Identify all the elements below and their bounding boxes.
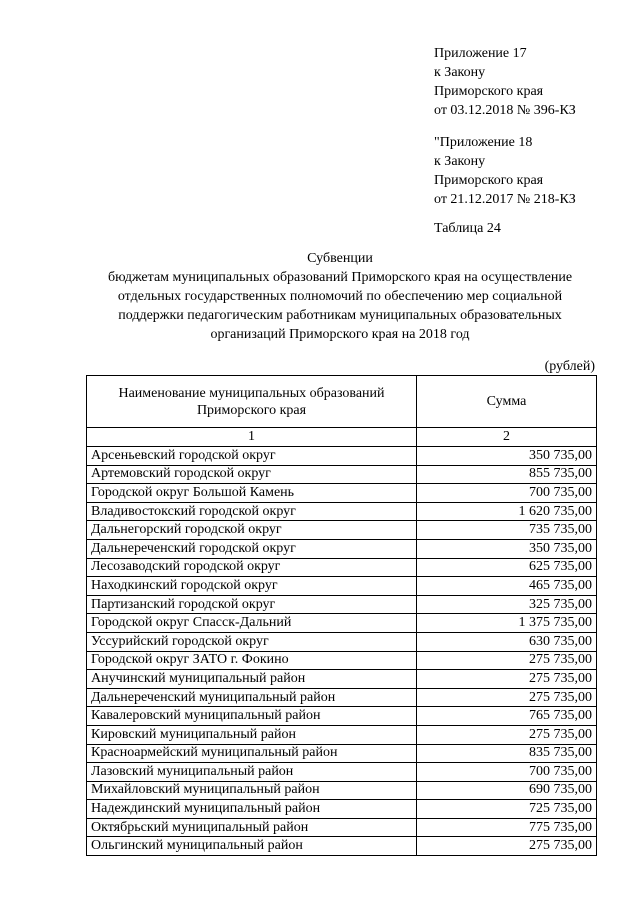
municipality-name: Артемовский городской округ (87, 465, 417, 484)
municipality-name: Кировский муниципальный район (87, 725, 417, 744)
amount-value: 275 735,00 (417, 670, 597, 689)
amount-value: 835 735,00 (417, 744, 597, 763)
table-row (87, 781, 597, 800)
table-row (87, 502, 597, 521)
amount-value: 1 375 735,00 (417, 614, 597, 633)
amount-value: 700 735,00 (417, 763, 597, 782)
municipality-name: Уссурийский городской округ (87, 632, 417, 651)
table-row (87, 725, 597, 744)
municipality-name: Лазовский муниципальный район (87, 763, 417, 782)
table-row (87, 632, 597, 651)
amount-value: 725 735,00 (417, 800, 597, 819)
table-number: Таблица 24 (434, 221, 501, 236)
ref-line: Приложение 17 (434, 46, 527, 61)
amount-value: 630 735,00 (417, 632, 597, 651)
table-row (87, 521, 597, 540)
ref-line: "Приложение 18 (434, 135, 533, 150)
title-line: поддержки педагогическим работникам муниципальных образовательных (118, 308, 562, 323)
municipality-name: Партизанский городской округ (87, 595, 417, 614)
table-row (87, 595, 597, 614)
table-row (87, 744, 597, 763)
municipality-name: Надеждинский муниципальный район (87, 800, 417, 819)
ref-line: Приморского края (434, 173, 544, 188)
municipality-name: Михайловский муниципальный район (87, 781, 417, 800)
column-number-row (87, 428, 597, 447)
table-row (87, 763, 597, 782)
table-row (87, 447, 597, 466)
table-row (87, 651, 597, 670)
units-label: (рублей) (544, 359, 595, 374)
ref-line: Приморского края (434, 84, 544, 99)
table-row (87, 837, 597, 856)
amount-value: 690 735,00 (417, 781, 597, 800)
table-row (87, 688, 597, 707)
column-number: 1 (87, 428, 417, 447)
table-row (87, 800, 597, 819)
amount-value: 275 735,00 (417, 651, 597, 670)
amount-value: 735 735,00 (417, 521, 597, 540)
municipality-name: Дальнереченский городской округ (87, 539, 417, 558)
municipality-name: Городской округ Спасск-Дальний (87, 614, 417, 633)
table-row (87, 484, 597, 503)
amount-value: 765 735,00 (417, 707, 597, 726)
ref-line: от 03.12.2018 № 396-КЗ (434, 103, 576, 118)
municipality-name: Арсеньевский городской округ (87, 447, 417, 466)
subsidies-table (86, 375, 597, 856)
amount-value: 325 735,00 (417, 595, 597, 614)
document-title (60, 249, 620, 344)
ref-line: к Закону (434, 65, 486, 80)
municipality-name: Лесозаводский городской округ (87, 558, 417, 577)
municipality-name: Владивостокский городской округ (87, 502, 417, 521)
header-amount: Сумма (417, 376, 597, 428)
amount-value: 275 735,00 (417, 688, 597, 707)
municipality-name: Дальнереченский муниципальный район (87, 688, 417, 707)
ref-line: от 21.12.2017 № 218-КЗ (434, 192, 576, 207)
amount-value: 775 735,00 (417, 818, 597, 837)
table-row (87, 614, 597, 633)
municipality-name: Дальнегорский городской округ (87, 521, 417, 540)
table-row (87, 818, 597, 837)
amount-value: 275 735,00 (417, 725, 597, 744)
table-row (87, 539, 597, 558)
column-number: 2 (417, 428, 597, 447)
municipality-name: Находкинский городской округ (87, 577, 417, 596)
municipality-name: Октябрьский муниципальный район (87, 818, 417, 837)
amount-value: 855 735,00 (417, 465, 597, 484)
table-body (87, 447, 597, 856)
municipality-name: Городской округ ЗАТО г. Фокино (87, 651, 417, 670)
table-row (87, 558, 597, 577)
header-municipality: Наименование муниципальных образований Приморского края (87, 376, 417, 428)
appendix-17-reference (434, 44, 576, 120)
municipality-name: Ольгинский муниципальный район (87, 837, 417, 856)
amount-value: 700 735,00 (417, 484, 597, 503)
title-line: бюджетам муниципальных образований Приморского края на осуществление (107, 270, 573, 285)
amount-value: 1 620 735,00 (417, 502, 597, 521)
municipality-name: Анучинский муниципальный район (87, 670, 417, 689)
amount-value: 350 735,00 (417, 447, 597, 466)
title-line: организаций Приморского края на 2018 год (210, 327, 470, 342)
amount-value: 275 735,00 (417, 837, 597, 856)
title-line: Субвенции (307, 251, 373, 266)
amount-value: 350 735,00 (417, 539, 597, 558)
ref-line: к Закону (434, 154, 486, 169)
appendix-18-reference (434, 133, 576, 209)
table-row (87, 707, 597, 726)
title-line: отдельных государственных полномочий по обеспечению мер социальной (117, 289, 563, 304)
municipality-name: Кавалеровский муниципальный район (87, 707, 417, 726)
municipality-name: Красноармейский муниципальный район (87, 744, 417, 763)
table-row (87, 465, 597, 484)
municipality-name: Городской округ Большой Камень (87, 484, 417, 503)
amount-value: 465 735,00 (417, 577, 597, 596)
amount-value: 625 735,00 (417, 558, 597, 577)
table-header-row (87, 376, 597, 428)
table-row (87, 670, 597, 689)
table-row (87, 577, 597, 596)
